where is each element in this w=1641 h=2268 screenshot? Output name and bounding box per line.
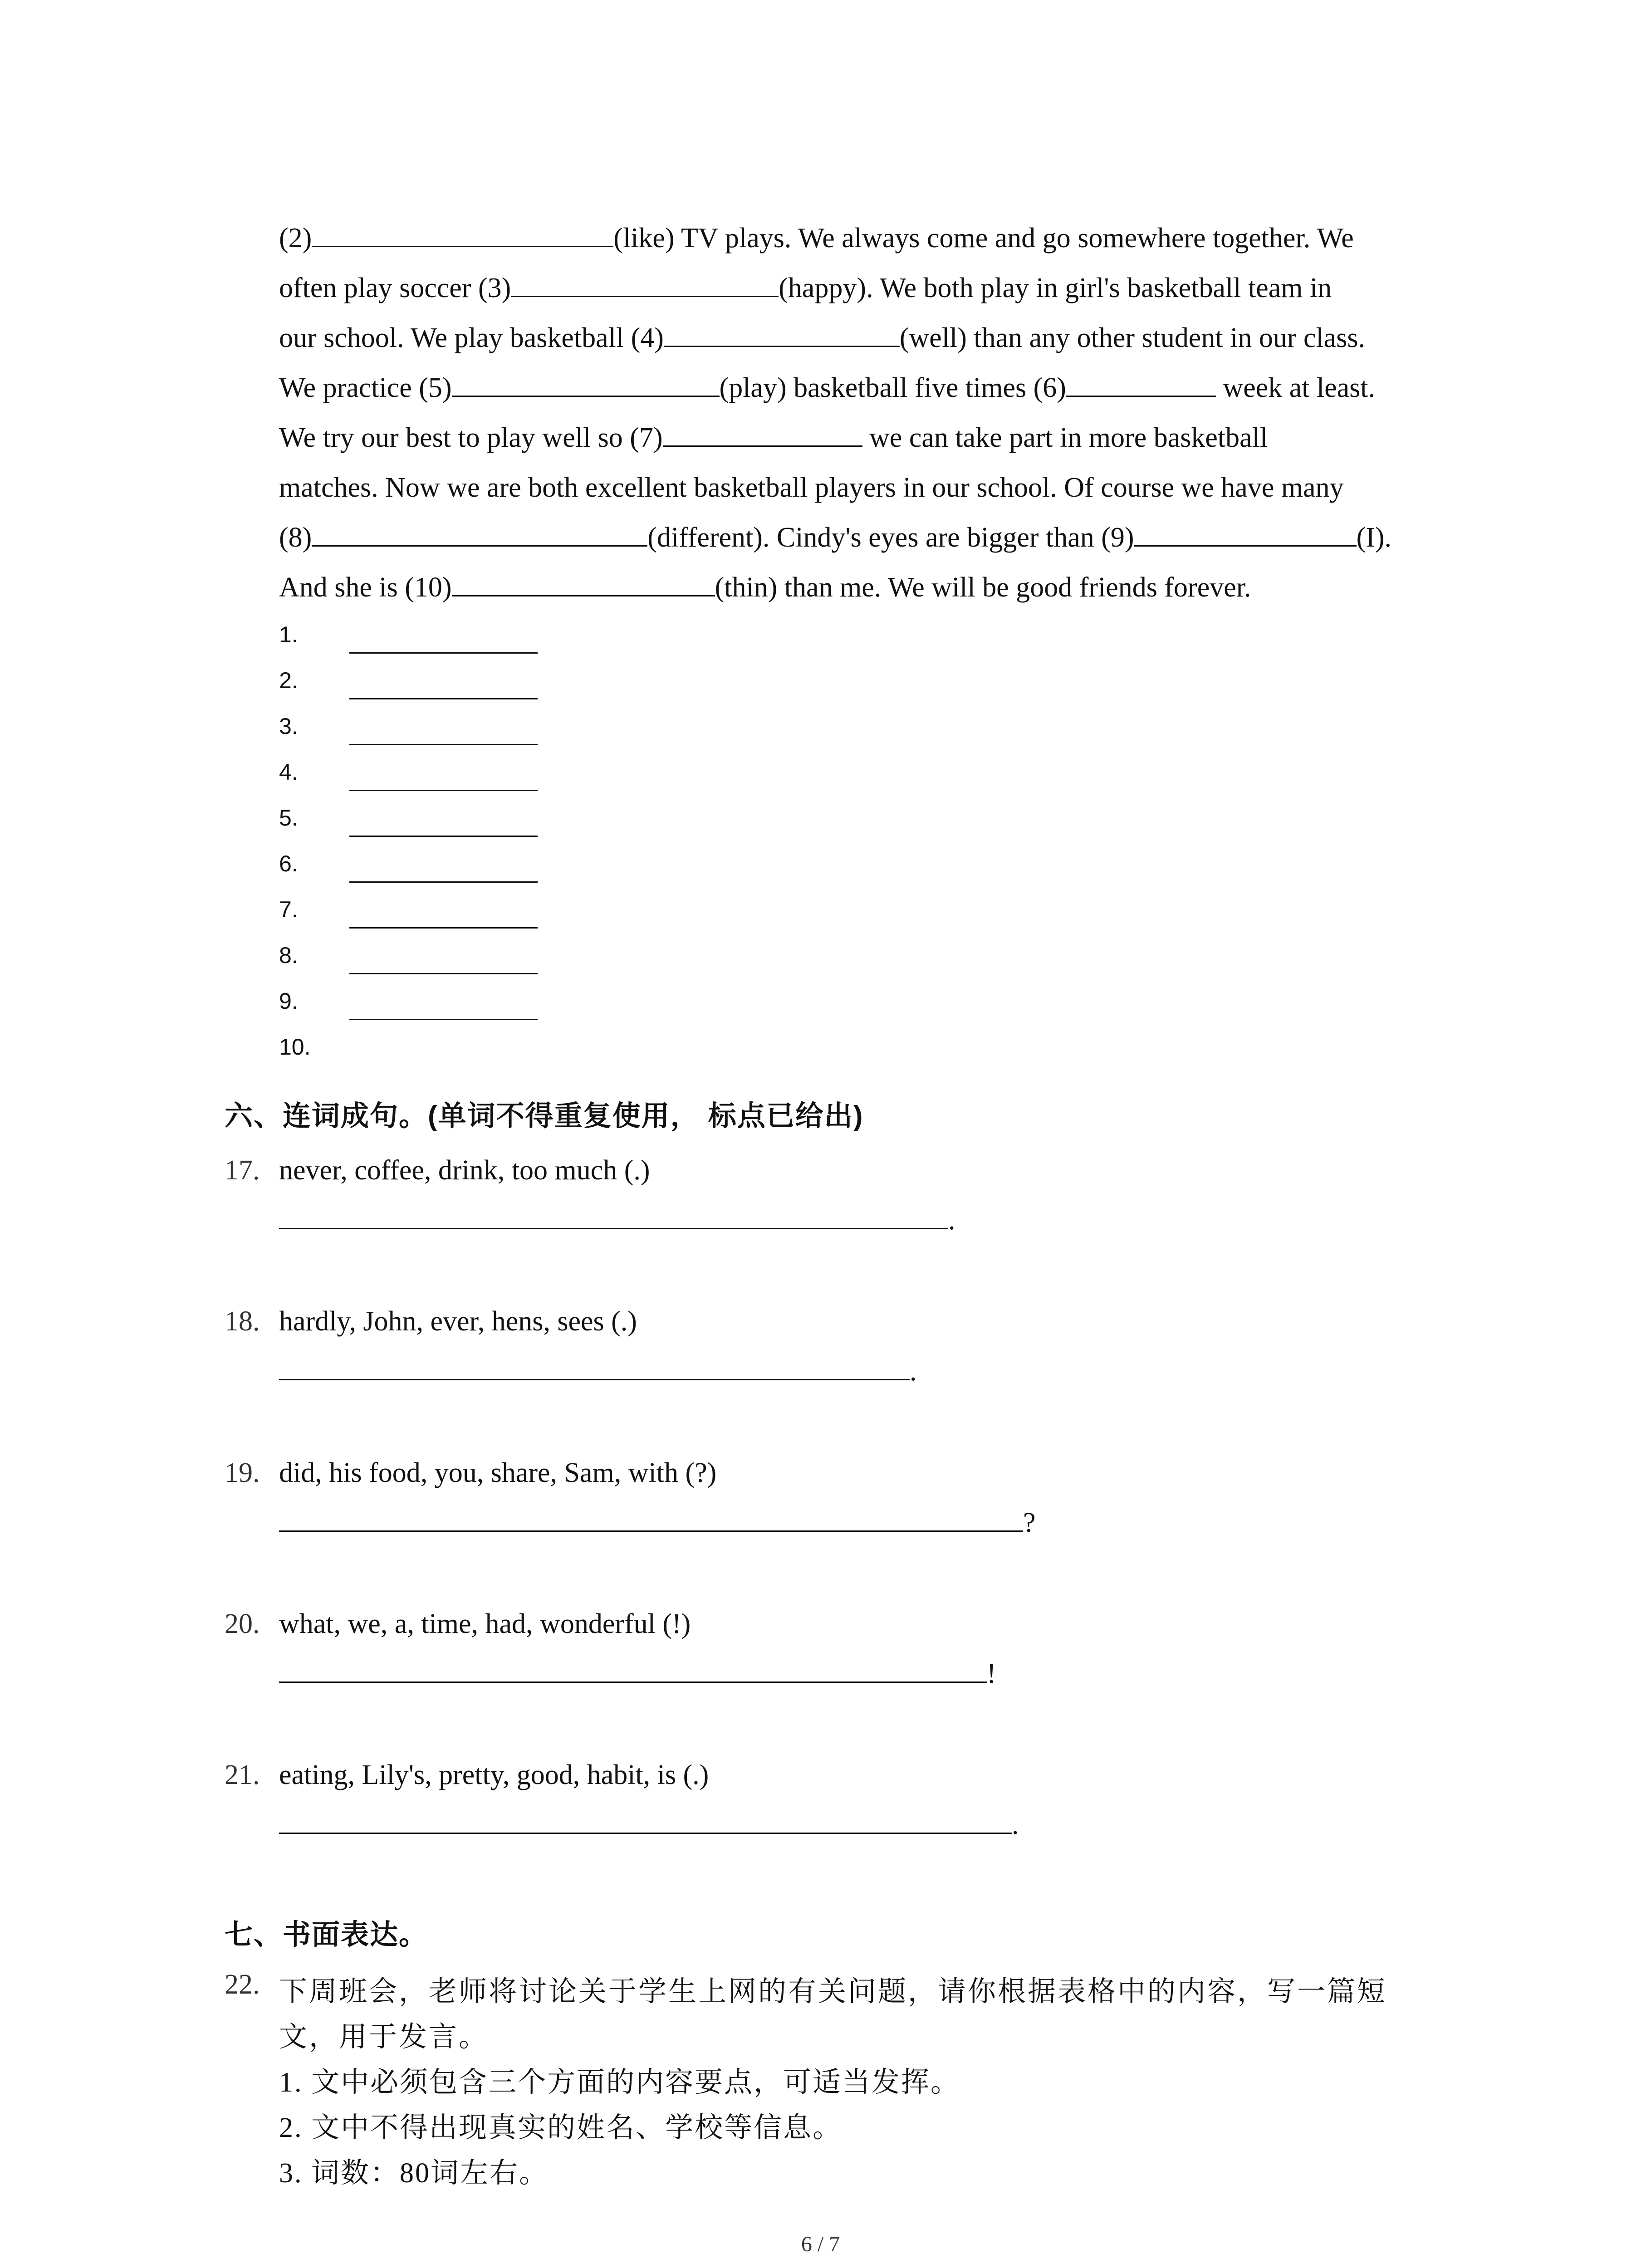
fill-blank-5[interactable] (452, 367, 720, 397)
passage-text: (play) basketball five times (6) (719, 372, 1066, 403)
answer-number: 6. (279, 851, 298, 876)
question-number: 22. (225, 1969, 260, 2000)
answer-number: 7. (279, 897, 298, 922)
answer-row (279, 658, 823, 704)
fill-blank-10[interactable] (452, 567, 715, 596)
passage-line (279, 313, 1450, 363)
answer-number: 10. (279, 1034, 311, 1060)
passage-text: often play soccer (3) (279, 273, 511, 303)
answer-row (279, 887, 823, 933)
question-number: 21. (225, 1760, 260, 1790)
passage-text: (different). Cindy's eyes are bigger than (9) (647, 522, 1134, 553)
answer-number: 3. (279, 714, 298, 739)
fill-blank-7[interactable] (663, 417, 862, 447)
passage-text: (thin) than me. We will be good friends forever. (715, 572, 1251, 603)
page-number: 6 / 7 (801, 2232, 840, 2256)
answer-number: 4. (279, 759, 298, 785)
question-prompt: never, coffee, drink, too much (.) (279, 1155, 650, 1186)
fill-blank-3[interactable] (511, 268, 779, 297)
end-punctuation: . (1012, 1809, 1019, 1840)
passage-line (279, 363, 1450, 413)
passage-line (279, 263, 1450, 313)
question-number: 18. (225, 1306, 260, 1337)
requirement-2: 2. 文中不得出现真实的姓名、学校等信息。 (279, 2112, 843, 2143)
question-prompt: eating, Lily's, pretty, good, habit, is (.) (279, 1760, 709, 1790)
answer-number: 1. (279, 622, 298, 647)
answer-row (279, 612, 823, 658)
passage-text: (happy). We both play in girl's basketball team in (779, 273, 1332, 303)
passage-text: (well) than any other student in our class. (899, 323, 1366, 353)
question-prompt: what, we, a, time, had, wonderful (!) (279, 1608, 691, 1639)
answer-line[interactable] (349, 744, 538, 745)
passage-line (279, 413, 1450, 463)
fill-blank-9[interactable] (1134, 517, 1357, 547)
passage-line (279, 513, 1450, 562)
passage-text: (2) (279, 223, 312, 254)
answer-line[interactable] (349, 1019, 538, 1020)
question-number: 19. (225, 1457, 260, 1488)
answer-row (279, 841, 823, 887)
passage-text: our school. We play basketball (4) (279, 323, 664, 353)
answer-line[interactable] (349, 836, 538, 837)
passage-text: week at least. (1215, 372, 1376, 403)
answer-line[interactable] (349, 790, 538, 791)
answer-field[interactable] (279, 1507, 1036, 1539)
answer-field[interactable] (279, 1204, 955, 1237)
answer-row (279, 796, 823, 841)
end-punctuation: . (910, 1356, 917, 1387)
requirement-3: 3. 词数：80词左右。 (279, 2158, 549, 2189)
passage-text: (I). (1356, 522, 1392, 553)
reading-passage (279, 213, 1450, 612)
question-prompt: 下周班会，老师将讨论关于学生上网的有关问题，请你根据表格中的内容，写一篇短 (279, 1976, 1387, 2007)
requirement-1: 1. 文中必须包含三个方面的内容要点，可适当发挥。 (279, 2067, 960, 2098)
answer-line[interactable] (349, 698, 538, 699)
fill-blank-6[interactable] (1066, 367, 1216, 397)
passage-text: And she is (10) (279, 572, 452, 603)
answer-number: 9. (279, 988, 298, 1014)
passage-line (279, 213, 1450, 263)
passage-text: We practice (5) (279, 372, 452, 403)
answer-line[interactable] (349, 652, 538, 654)
question-prompt: hardly, John, ever, hens, sees (.) (279, 1306, 637, 1337)
passage-line (279, 562, 1450, 612)
passage-text: (8) (279, 522, 312, 553)
answer-row (279, 1025, 823, 1070)
question-prompt-cont: 文，用于发言。 (279, 2022, 489, 2053)
fill-blank-4[interactable] (664, 318, 900, 347)
question-number: 17. (225, 1155, 260, 1186)
passage-text: we can take part in more basketball (862, 422, 1268, 453)
answer-number: 2. (279, 668, 298, 693)
section-6-title: 六、连词成句。(单词不得重复使用， 标点已给出) (225, 1100, 864, 1132)
fill-blank-2[interactable] (312, 218, 613, 247)
answer-line[interactable] (349, 881, 538, 883)
answer-row (279, 750, 823, 796)
passage-text: (like) TV plays. We always come and go somewhere together. We (613, 223, 1354, 254)
answer-row (279, 979, 823, 1025)
passage-line (279, 463, 1450, 513)
end-punctuation: ? (1023, 1507, 1036, 1538)
question-number: 20. (225, 1608, 260, 1639)
answer-line[interactable] (349, 927, 538, 929)
answer-field[interactable] (279, 1809, 1019, 1841)
answer-number: 5. (279, 805, 298, 831)
end-punctuation: ! (987, 1658, 996, 1689)
section-7-title: 七、书面表达。 (225, 1919, 428, 1950)
answer-list (279, 612, 823, 1070)
answer-field[interactable] (279, 1355, 917, 1388)
passage-text: We try our best to play well so (7) (279, 422, 663, 453)
passage-text: matches. Now we are both excellent basketball players in our school. Of course we have many (279, 472, 1344, 503)
answer-row (279, 704, 823, 750)
answer-row (279, 933, 823, 979)
answer-line[interactable] (349, 973, 538, 974)
answer-field[interactable] (279, 1658, 996, 1690)
question-prompt: did, his food, you, share, Sam, with (?) (279, 1457, 717, 1488)
fill-blank-8[interactable] (312, 517, 647, 547)
end-punctuation: . (948, 1205, 955, 1236)
answer-number: 8. (279, 943, 298, 968)
